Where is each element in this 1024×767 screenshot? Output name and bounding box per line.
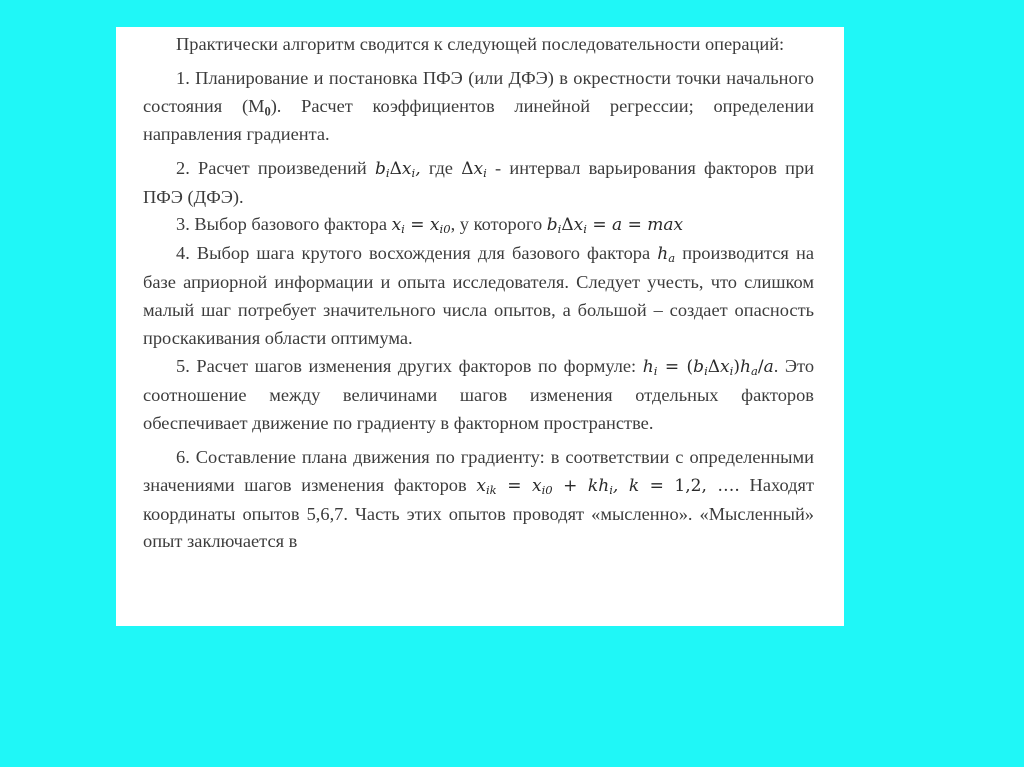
document-page (116, 27, 844, 626)
step-5-paragraph (143, 353, 814, 438)
step-2-text-a: 2. Расчет произведений (176, 157, 376, 178)
step-4-formula-step: $h_a$ (657, 244, 676, 266)
step-2-text-b: где (420, 157, 462, 178)
step-6-paragraph (143, 444, 814, 557)
step-3-formula-base: $x_i = x_{i0}$ (391, 215, 451, 237)
step-3-formula-max: $b_i\Delta x_i = a = \max$ (546, 215, 684, 237)
step-2-formula-interval: $\Delta x_i$ (461, 158, 487, 180)
step-1-text-a: 1. Планирование и постановка ПФЭ (или ДФЭ) в окрестности точки начального состояния (M (143, 67, 814, 116)
step-4-text-b: производится на базе априорной информации и опыта исследователя. Следует учесть, что слишком малый шаг потребует значительного числа опытов, а большой – создает опасность проскакивания области оптимума. (143, 243, 814, 349)
step-1-text-b: ). Расчет коэффициентов линейной регрессии; определении направления градиента. (143, 95, 814, 144)
step-1-subscript: 0 (264, 104, 271, 119)
step-6-text-b: Находят координаты опытов 5,6,7. Часть этих опытов проводят «мысленно». «Мысленный» опыт заключается в (143, 474, 814, 552)
step-5-text-b: . Это соотношение между величинами шагов изменения отдельных факторов обеспечивает движение по градиенту в факторном пространстве. (143, 355, 815, 433)
step-4-text-a: 4. Выбор шага крутого восхождения для базового фактора (176, 243, 658, 264)
intro-paragraph: Практически алгоритм сводится к следующей последовательности операций: (176, 34, 785, 54)
step-1-paragraph (143, 65, 814, 149)
step-5-text-a: 5. Расчет шагов изменения других факторов по формуле: (176, 355, 643, 376)
step-4-paragraph (143, 240, 814, 353)
step-3-text-a: 3. Выбор базового фактора (176, 214, 392, 235)
step-3-paragraph (143, 211, 814, 240)
step-6-formula-x: $x_{ik} = x_{i0} + kh_i$, k = 1,2, …. (476, 475, 740, 497)
step-5-formula-h: $h_i = (b_i\Delta x_i)h_a/a$ (642, 356, 774, 379)
step-2-text-c: - интервал варьирования факторов при ПФЭ (ДФЭ). (143, 157, 814, 207)
step-2-paragraph (143, 155, 814, 212)
step-3-text-b: , у которого (450, 214, 547, 235)
step-2-formula-product: $b_i\Delta x_i$, (375, 158, 421, 180)
step-6-text-a: 6. Составление плана движения по градиенту: в соответствии с определенными значениями шагов изменения факторов (143, 446, 814, 495)
